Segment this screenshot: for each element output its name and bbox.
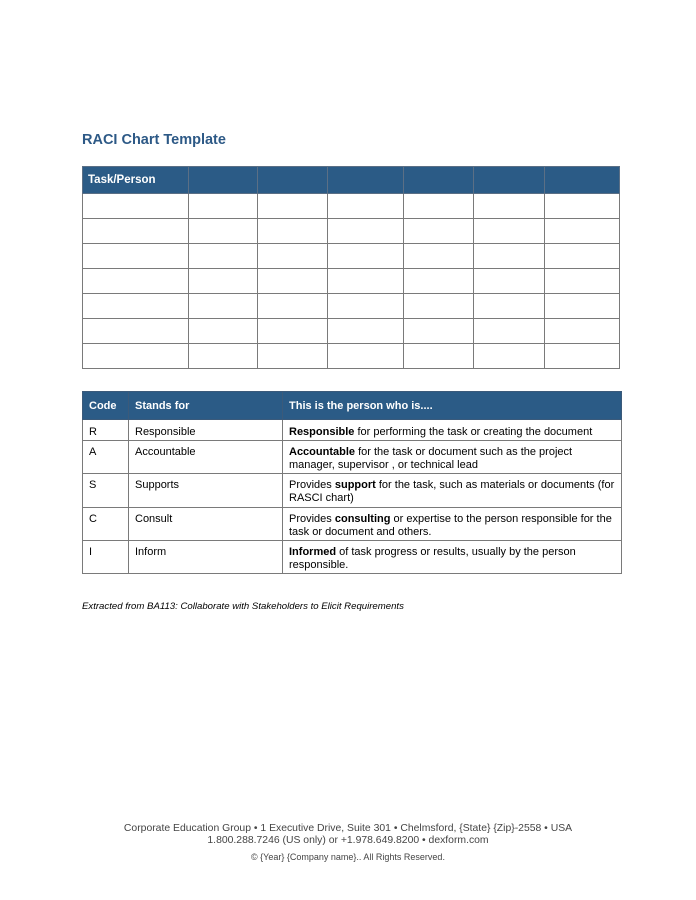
raci-grid-cell[interactable] [474,244,545,269]
raci-grid-cell[interactable] [474,219,545,244]
page-title: RACI Chart Template [82,132,226,148]
raci-header-person-1 [189,167,258,194]
raci-header-person-4 [404,167,474,194]
raci-grid-cell[interactable] [83,344,189,369]
desc-bold: Responsible [289,426,355,438]
raci-grid-row [83,269,620,294]
raci-grid-cell[interactable] [328,219,404,244]
legend-description [283,474,622,508]
raci-grid-cell[interactable] [474,269,545,294]
raci-grid-cell[interactable] [545,319,620,344]
raci-grid-row [83,319,620,344]
legend-stands-for: Inform [129,541,283,574]
raci-grid-cell[interactable] [189,244,258,269]
footer-copyright: © {Year} {Company name}.. All Rights Reserved. [251,852,445,862]
legend-stands-for: Supports [129,474,283,508]
desc-post: for the task or document such as the project manager, supervisor , or technical lead [289,446,573,471]
raci-header-person-3 [328,167,404,194]
raci-header-person-2 [258,167,328,194]
raci-grid-cell[interactable] [258,319,328,344]
raci-grid-cell[interactable] [83,244,189,269]
raci-grid-cell[interactable] [328,319,404,344]
raci-grid-cell[interactable] [404,269,474,294]
raci-grid-cell[interactable] [83,294,189,319]
raci-grid-cell[interactable] [404,219,474,244]
raci-grid-row [83,244,620,269]
footer-address: Corporate Education Group • 1 Executive Drive, Suite 301 • Chelmsford, {State} {Zip}-2558 • USA [123,823,573,834]
desc-pre: Provides [289,479,335,491]
legend-stands-for: Consult [129,508,283,541]
legend-stands-for: Responsible [129,420,283,441]
desc-bold: support [334,479,376,491]
raci-header-person-6 [545,167,620,194]
desc-post: of task progress or results, usually by the person responsible. [289,546,576,571]
legend-header-description: This is the person who is.... [283,392,622,420]
legend-code: A [83,441,129,474]
legend-row-s [83,474,622,508]
legend-row-i [83,541,622,574]
raci-grid-header-row [83,167,620,194]
legend-code: I [83,541,129,574]
raci-grid-cell[interactable] [258,219,328,244]
raci-grid-cell[interactable] [474,344,545,369]
legend-header-stands-for: Stands for [129,392,283,420]
desc-bold: consulting [334,513,391,525]
legend-code: C [83,508,129,541]
desc-bold: Informed [289,546,337,558]
raci-grid-cell[interactable] [545,219,620,244]
legend-stands-for: Accountable [129,441,283,474]
desc-post: or expertise to the person responsible for the task or document and others. [289,513,612,538]
legend-row-r [83,420,622,441]
raci-grid-cell[interactable] [545,294,620,319]
raci-grid-cell[interactable] [328,269,404,294]
raci-grid-cell[interactable] [83,219,189,244]
footer-contact: 1.800.288.7246 (US only) or +1.978.649.8200 • dexform.com [207,835,489,846]
legend-header-code: Code [83,392,129,420]
desc-bold: Accountable [289,446,356,458]
raci-grid-cell[interactable] [189,194,258,219]
legend-description [283,508,622,541]
raci-grid-cell[interactable] [258,244,328,269]
legend-code: R [83,420,129,441]
raci-grid-cell[interactable] [404,344,474,369]
legend-description [283,420,622,441]
raci-grid-row [83,344,620,369]
desc-pre: Provides [289,513,335,525]
legend-description [283,541,622,574]
raci-grid-cell[interactable] [258,269,328,294]
desc-post: for performing the task or creating the document [354,426,593,438]
raci-grid-cell[interactable] [83,269,189,294]
raci-grid-cell[interactable] [189,269,258,294]
raci-grid-row [83,219,620,244]
legend-code: S [83,474,129,508]
raci-grid-cell[interactable] [404,294,474,319]
raci-grid-cell[interactable] [545,194,620,219]
raci-grid-row [83,194,620,219]
raci-grid-cell[interactable] [404,194,474,219]
raci-grid-row [83,294,620,319]
raci-grid-cell[interactable] [258,294,328,319]
raci-header-person-5 [474,167,545,194]
raci-grid-cell[interactable] [189,219,258,244]
raci-grid-cell[interactable] [189,319,258,344]
raci-grid-cell[interactable] [189,344,258,369]
raci-grid-cell[interactable] [83,319,189,344]
source-note: Extracted from BA113: Collaborate with Stakeholders to Elicit Requirements [82,601,404,612]
raci-legend-table [82,391,622,574]
raci-header-task-person: Task/Person [83,167,189,194]
raci-grid-cell[interactable] [474,319,545,344]
raci-grid-cell[interactable] [258,194,328,219]
raci-grid-cell[interactable] [189,294,258,319]
raci-grid-cell[interactable] [328,194,404,219]
desc-post: for the task, such as materials or documents (for RASCI chart) [289,479,615,504]
raci-grid-cell[interactable] [258,344,328,369]
legend-row-c [83,508,622,541]
legend-description [283,441,622,474]
legend-row-a [83,441,622,474]
legend-header-row [83,392,622,420]
raci-grid-cell[interactable] [545,269,620,294]
raci-grid-cell[interactable] [328,244,404,269]
raci-grid-cell[interactable] [328,294,404,319]
raci-grid-body [83,194,620,369]
raci-grid-cell[interactable] [328,344,404,369]
raci-grid-cell[interactable] [474,294,545,319]
raci-grid-cell[interactable] [545,344,620,369]
raci-grid-cell[interactable] [83,194,189,219]
raci-grid-cell[interactable] [404,319,474,344]
raci-grid-table [82,166,620,369]
raci-grid-cell[interactable] [545,244,620,269]
raci-grid-cell[interactable] [404,244,474,269]
raci-grid-cell[interactable] [474,194,545,219]
